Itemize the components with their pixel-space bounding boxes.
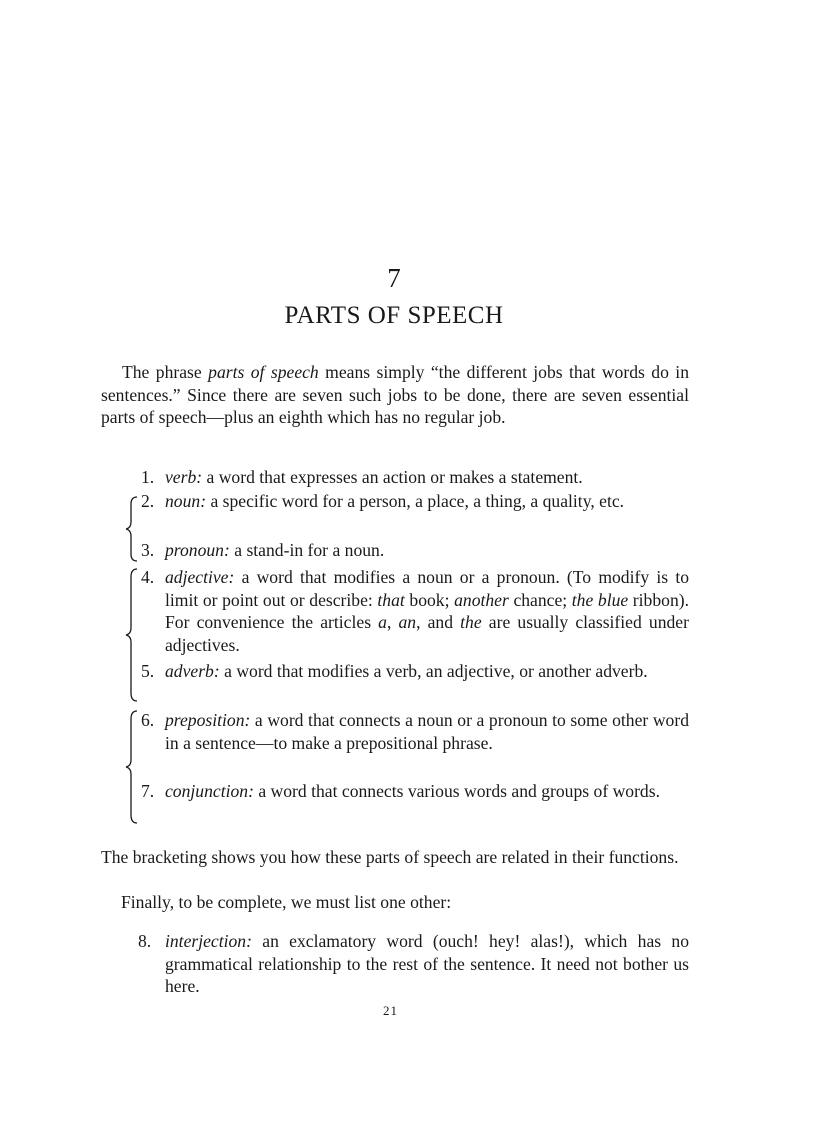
list-item-noun: 2. noun: a specific word for a person, a place, a thing, a quality, etc. — [141, 491, 625, 511]
list-item-conjunction: 7. conjunction: a word that connects various words and groups of words. — [141, 781, 660, 801]
list-item-interjection: 8. interjection: an exclamatory word (ouch! hey! alas!), which has no grammatical relationship to the rest of the sentence. It need not bother us here. — [138, 931, 689, 996]
bracketing-note: The bracketing shows you how these parts of speech are related in their functions. — [101, 847, 679, 867]
intro-term: parts of speech — [208, 362, 319, 382]
finally-line: Finally, to be complete, we must list one other: — [121, 892, 452, 912]
list-item-preposition: 6. preposition: a word that connects a noun or a pronoun to some other word in a sentence—to make a prepositional phrase. — [141, 710, 689, 753]
intro-paragraph: The phrase parts of speech means simply “the different jobs that words do in sentences.” Since there are seven such jobs to be done, there are seven essential parts of speech—plus an eighth which has no regular job. — [101, 362, 689, 427]
page-number: 21 — [383, 1003, 398, 1018]
list-item-pronoun: 3. pronoun: a stand-in for a noun. — [141, 540, 385, 560]
chapter-number: 7 — [387, 263, 401, 293]
list-item-adjective: 4. adjective: a word that modifies a noun or a pronoun. (To modify is to limit or point out or describe: that book; another chance; the blue ribbon). For convenience the articles a, an, and the are usually classified under adjectives. — [141, 567, 689, 655]
bracket-modifiers-group — [124, 566, 140, 704]
chapter-title: PARTS OF SPEECH — [284, 302, 504, 329]
bracket-nouns-group — [124, 494, 140, 564]
list-item-verb: 1. verb: a word that expresses an action or makes a statement. — [141, 467, 583, 487]
list-item-adverb: 5. adverb: a word that modifies a verb, an adjective, or another adverb. — [141, 661, 648, 681]
bracket-connectors-group — [124, 708, 140, 826]
